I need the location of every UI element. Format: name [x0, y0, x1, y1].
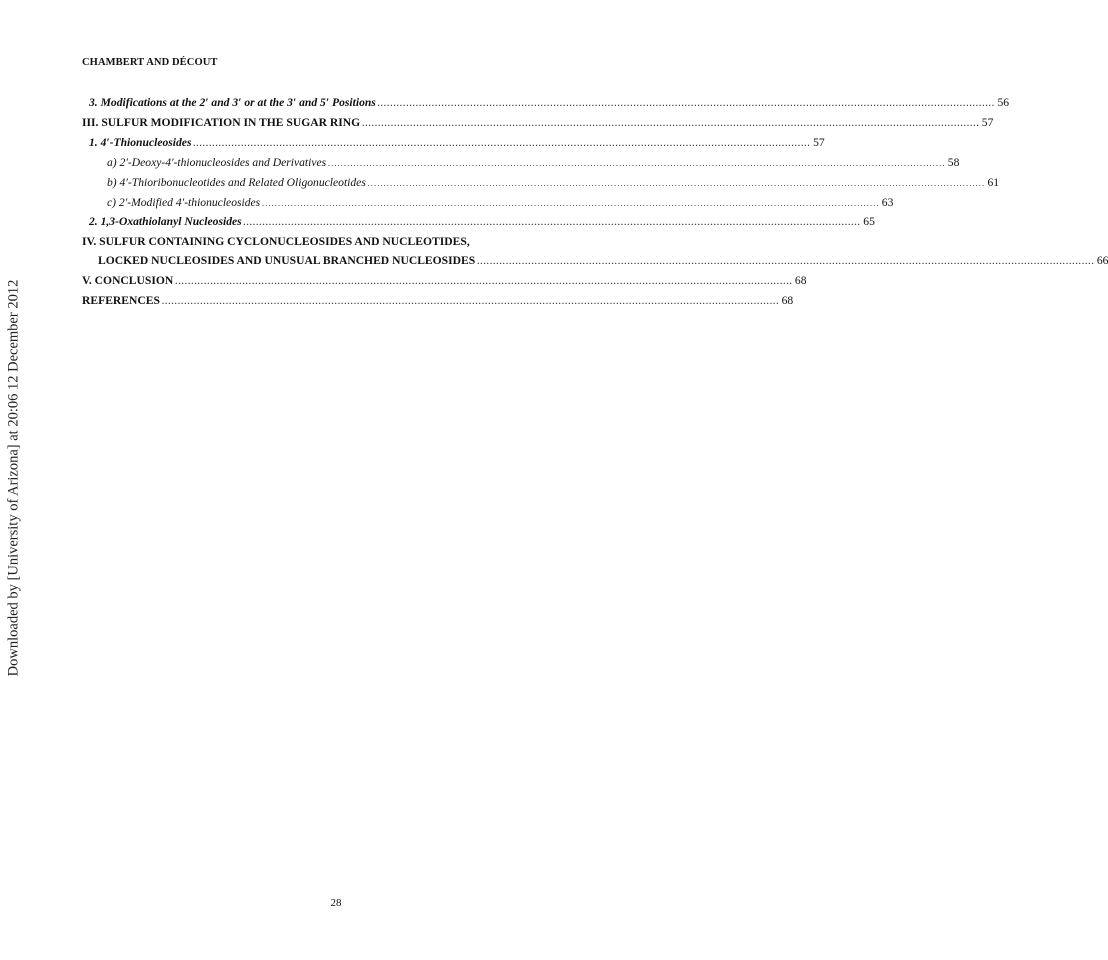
toc-entry-label: III. SULFUR MODIFICATION IN THE SUGAR RING [82, 115, 361, 129]
toc-entry-2-modified-4-thionucleosides[interactable] [82, 194, 894, 214]
toc-entry-cyclonucleosides-line1[interactable]: IV. SULFUR CONTAINING CYCLONUCLEOSIDES AND NUCLEOTIDES, [82, 235, 470, 249]
running-head: CHAMBERT AND DÉCOUT [82, 57, 218, 68]
toc-page-number: 68 [781, 294, 794, 308]
toc-page-number: 57 [981, 115, 994, 129]
toc-leader-dots: ................................................................................................................................................................................................. [367, 178, 986, 188]
download-watermark: Downloaded by [University of Arizona] at 20:06 12 December 2012 [5, 279, 22, 677]
toc-entry-4-thioribonucleotides[interactable] [82, 174, 1000, 194]
toc-entry-label: 3. Modifications at the 2′ and 3′ or at the 3′ and 5′ Positions [89, 96, 376, 109]
toc-page-number: 63 [881, 195, 894, 209]
page-number: 28 [330, 897, 342, 909]
toc-entry-conclusion[interactable] [82, 272, 807, 292]
toc-entry-label: 1. 4′-Thionucleosides [89, 135, 192, 149]
toc-entry-label: V. CONCLUSION [82, 274, 174, 288]
toc-entry-references[interactable] [82, 292, 794, 312]
toc-leader-dots: ................................................................................................................................................................................................. [477, 257, 1095, 267]
toc-page-number: 68 [794, 274, 807, 288]
toc-entry-label: LOCKED NUCLEOSIDES AND UNUSUAL BRANCHED NUCLEOSIDES [98, 254, 476, 268]
toc-entry-label: 2. 1,3-Oxathiolanyl Nucleosides [89, 215, 242, 229]
toc-entry-label: b) 4′-Thioribonucleotides and Related Oligonucleotides [107, 175, 366, 189]
toc-entry-2-deoxy-4-thionucleosides[interactable] [82, 154, 960, 174]
toc-entry-label: a) 2′-Deoxy-4′-thionucleosides and Derivatives [107, 155, 327, 169]
toc-page-number: 66 [1096, 254, 1108, 268]
toc-leader-dots: ................................................................................................................................................................................................. [362, 118, 980, 128]
toc-leader-dots: ................................................................................................................................................................................................. [377, 99, 996, 108]
toc-entry-locked-nucleosides[interactable] [82, 252, 1108, 272]
toc-page-number: 57 [813, 135, 825, 149]
toc-leader-dots: ................................................................................................................................................................................................. [193, 138, 812, 148]
toc-entry-label: c) 2′-Modified 4′-thionucleosides [107, 195, 261, 209]
toc-page-number: 56 [997, 96, 1010, 109]
toc-page-number: 65 [863, 215, 875, 229]
toc-entry-oxathiolanyl-nucleosides[interactable] [82, 213, 875, 233]
toc-leader-dots: ................................................................................................................................................................................................. [243, 218, 862, 228]
toc-entry-modifications-2-3-positions[interactable] [82, 94, 1010, 114]
toc-entry-label: REFERENCES [82, 294, 160, 308]
toc-leader-dots: ................................................................................................................................................................................................. [161, 297, 780, 307]
toc-page-number: 58 [947, 155, 960, 169]
toc-leader-dots: ................................................................................................................................................................................................. [328, 158, 946, 168]
table-of-contents [82, 94, 1108, 312]
toc-leader-dots: ................................................................................................................................................................................................. [262, 198, 880, 208]
toc-page-number: 61 [987, 175, 1000, 189]
toc-leader-dots: ................................................................................................................................................................................................. [175, 277, 793, 287]
toc-entry-sulfur-modification-sugar-ring[interactable] [82, 114, 994, 134]
toc-entry-4-thionucleosides[interactable] [82, 134, 825, 154]
